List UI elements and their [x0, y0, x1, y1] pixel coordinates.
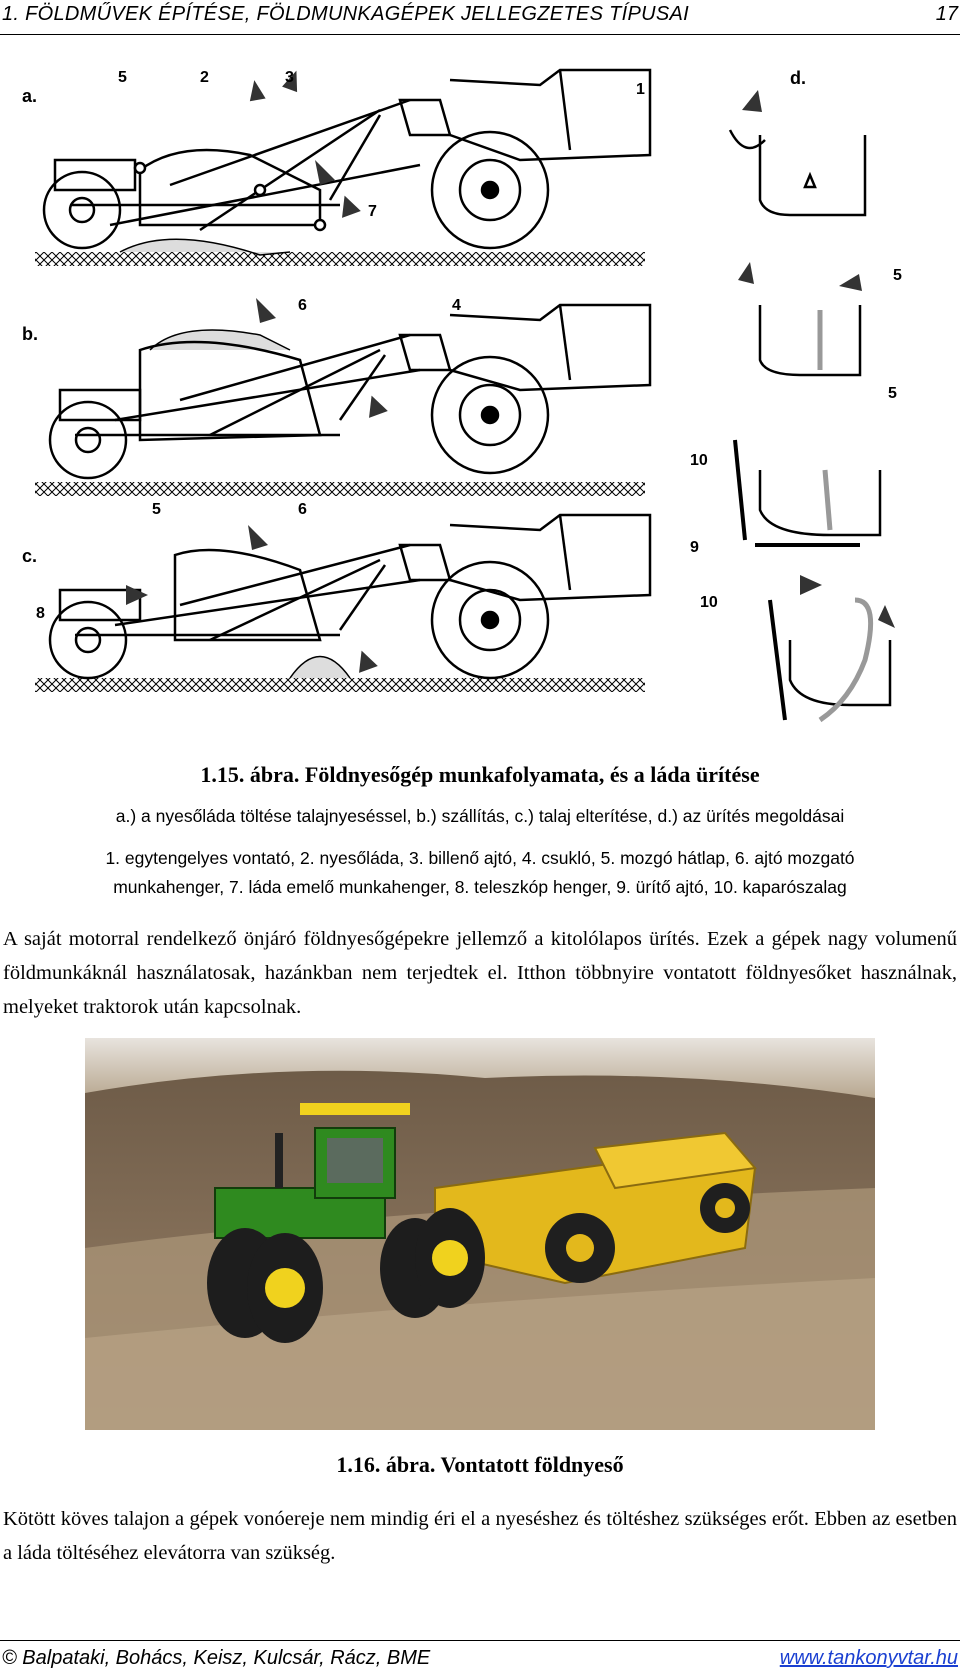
callout-5-c: 5: [152, 501, 161, 518]
chapter-title: 1. FÖLDMŰVEK ÉPÍTÉSE, FÖLDMUNKAGÉPEK JELLEGZETES TÍPUSAI: [2, 3, 689, 25]
footer-url-link[interactable]: www.tankonyvtar.hu: [779, 1647, 958, 1669]
figure1-legend-line2: munkahenger, 7. láda emelő munkahenger, 8. teleszkóp henger, 9. ürítő ajtó, 10. kaparószalag: [113, 877, 847, 897]
callout-7: 7: [368, 203, 377, 220]
figure1-subcaption: a.) a nyesőláda töltése talajnyeséssel, b.) szállítás, c.) talaj elterítése, d.) az ürítés megoldásai: [115, 806, 845, 826]
callout-5-d2: 5: [888, 385, 897, 402]
callout-3: 3: [285, 69, 294, 86]
callout-6-c: 6: [298, 501, 307, 518]
callout-1: 1: [636, 81, 645, 98]
panel-a-label: a.: [22, 86, 38, 106]
page-number: 17: [935, 3, 958, 25]
page-header: [0, 0, 960, 35]
callout-6-b: 6: [298, 297, 307, 314]
figure-scraper-diagram: [0, 40, 960, 740]
callout-10-a: 10: [690, 452, 708, 469]
panel-b-scraper-transport: [35, 305, 650, 496]
figure2-caption: 1.16. ábra. Vontatott földnyeső: [336, 1452, 624, 1477]
panel-a-scraper-loading: [35, 70, 650, 266]
callout-2: 2: [200, 69, 209, 86]
footer-authors: © Balpataki, Bohács, Keisz, Kulcsár, Rácz, BME: [2, 1647, 431, 1669]
paragraph-1: A saját motorral rendelkező önjáró földnyesőgépekre jellemző a kitolólapos ürítés. Ezek a gépek nagy volumenű földmunkáknál használatosak, hazánkban nem terjedtek el. Itthon többnyire vontatott földnyesőket használnak, melyeket traktorok után kapcsolnak.: [3, 928, 957, 1018]
page-footer: [0, 1640, 960, 1674]
callout-9: 9: [690, 539, 699, 556]
panel-d-emptying-solutions: [730, 130, 890, 720]
panel-d-label: d.: [790, 68, 806, 88]
paragraph-2: Kötött köves talajon a gépek vonóereje nem mindig éri el a nyeséshez és töltéshez szükséges erőt. Ebben az esetben a láda töltéséhez elevátorra van szükség.: [3, 1508, 957, 1564]
callout-10-b: 10: [700, 594, 718, 611]
callout-5-a: 5: [118, 69, 127, 86]
panel-b-label: b.: [22, 324, 38, 344]
tractor-scraper-photo: [85, 1038, 875, 1430]
callout-4: 4: [452, 297, 461, 314]
callout-8: 8: [36, 605, 45, 622]
panel-c-label: c.: [22, 546, 38, 566]
figure1-caption: 1.15. ábra. Földnyesőgép munkafolyamata, és a láda ürítése: [200, 762, 760, 787]
callout-5-d1: 5: [893, 267, 902, 284]
figure1-legend-line1: 1. egytengelyes vontató, 2. nyesőláda, 3. billenő ajtó, 4. csukló, 5. mozgó hátlap, 6. ajtó mozgató: [105, 848, 855, 868]
ground-hatch: [35, 252, 645, 266]
